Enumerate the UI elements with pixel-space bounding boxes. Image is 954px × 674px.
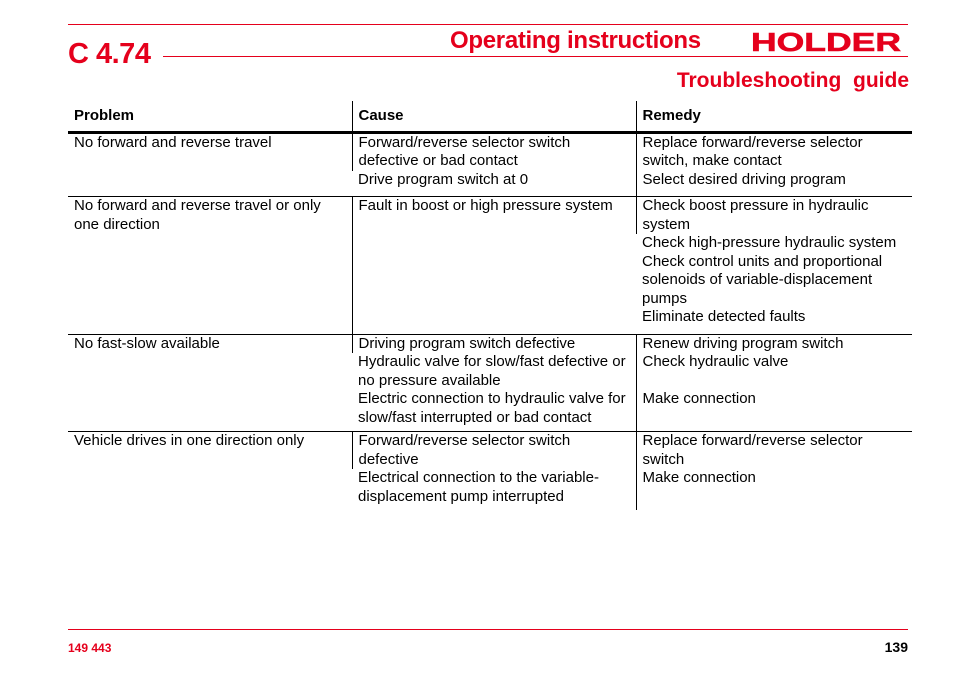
cause-text: Forward/reverse selector switch defective or bad contact (358, 133, 571, 169)
column-header-problem: Problem (68, 101, 352, 132)
remedy-cell (636, 432, 912, 470)
problem-text: No fast-slow available (74, 334, 220, 352)
remedy-cell (636, 390, 912, 432)
cause-cell (352, 432, 636, 470)
remedy-cell (636, 353, 912, 390)
table-row (68, 197, 912, 235)
remedy-text: Replace forward/reverse selector switch (642, 432, 863, 468)
cause-cell (352, 390, 636, 432)
remedy-cell (636, 234, 912, 253)
document-title: Operating instructions (450, 27, 701, 54)
cause-cell (352, 353, 636, 390)
problem-cell (68, 132, 352, 197)
remedy-text: Renew driving program switch (642, 334, 844, 352)
remedy-text: Select desired driving program (642, 170, 846, 188)
table-row (68, 132, 912, 171)
remedy-cell (636, 253, 912, 309)
cause-cell (352, 197, 636, 335)
header-top-rule (68, 24, 908, 25)
cause-text: Electrical connection to the variable-displacement pump interrupted (358, 469, 599, 505)
remedy-text: Replace forward/reverse selector switch, make contact (642, 133, 863, 169)
problem-cell (68, 432, 352, 511)
cause-text: Fault in boost or high pressure system (358, 197, 613, 214)
remedy-text: Check high-pressure hydraulic system (642, 234, 897, 251)
problem-cell (68, 334, 352, 432)
cause-cell (352, 334, 636, 353)
column-header-remedy: Remedy (636, 101, 912, 132)
remedy-text: Eliminate detected faults (642, 308, 806, 325)
page-subtitle: Troubleshooting guide (676, 69, 909, 92)
remedy-cell (636, 308, 912, 334)
remedy-text: Check boost pressure in hydraulic system (642, 197, 869, 233)
cause-text: Driving program switch defective (358, 334, 576, 352)
document-code: 149 443 (68, 641, 112, 655)
troubleshooting-table (68, 101, 912, 510)
remedy-cell (636, 197, 912, 235)
brand-wordmark: HOLDER (751, 30, 902, 54)
problem-text: Vehicle drives in one direction only (74, 432, 305, 449)
remedy-cell (636, 132, 912, 171)
remedy-text: Check hydraulic valve (642, 353, 789, 370)
header-middle-rule (163, 56, 908, 57)
column-header-cause: Cause (352, 101, 636, 132)
remedy-cell (636, 334, 912, 353)
footer-rule (68, 629, 908, 630)
remedy-text: Make connection (642, 390, 756, 407)
problem-text: No forward and reverse travel (74, 133, 272, 151)
table-header-row (68, 101, 912, 132)
cause-text: Drive program switch at 0 (358, 170, 529, 188)
table-row (68, 432, 912, 470)
remedy-text: Check control units and proportional solenoids of variable-displacement pumps (642, 252, 883, 307)
cause-text: Hydraulic valve for slow/fast defective or no pressure available (358, 353, 626, 389)
cause-text: Forward/reverse selector switch defective (358, 432, 571, 468)
section-id: C 4.74 (68, 38, 151, 70)
problem-cell (68, 197, 352, 335)
cause-cell (352, 132, 636, 171)
remedy-cell (636, 171, 912, 197)
holder-logo (750, 30, 902, 54)
problem-text: No forward and reverse travel or only one direction (74, 197, 321, 233)
page-number: 139 (884, 639, 908, 655)
cause-text: Electric connection to hydraulic valve for slow/fast interrupted or bad contact (358, 390, 626, 426)
cause-cell (352, 469, 636, 510)
remedy-text: Make connection (642, 469, 756, 486)
cause-cell (352, 171, 636, 197)
remedy-cell (636, 469, 912, 510)
table-row (68, 334, 912, 353)
